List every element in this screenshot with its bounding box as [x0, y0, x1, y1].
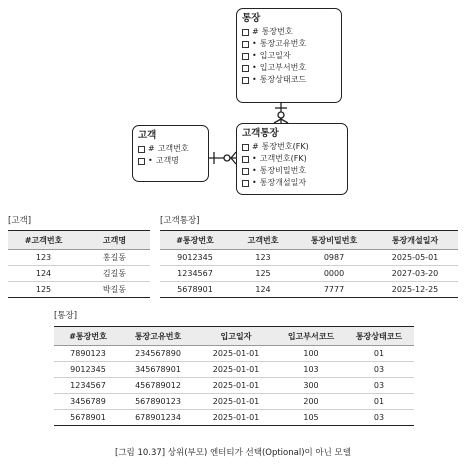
table-cell: 1234567 [160, 266, 230, 282]
table-cell: 124 [8, 266, 79, 282]
table-cell: 2025-05-01 [372, 250, 458, 266]
table-header-row [54, 327, 414, 346]
column-header: 통장비밀번호 [296, 231, 372, 250]
table-cell: 200 [278, 394, 344, 410]
table-cell: 03 [344, 410, 414, 426]
column-header: 통장상태코드 [344, 327, 414, 346]
table-cell: 567890123 [122, 394, 194, 410]
checkbox-icon [138, 158, 145, 165]
table-cell: 125 [230, 266, 296, 282]
table-cell: 9012345 [160, 250, 230, 266]
table-cell: 01 [344, 394, 414, 410]
table-cell: 0987 [296, 250, 372, 266]
entity-name: 통장 [242, 13, 261, 24]
table-row [160, 250, 458, 266]
table-row [54, 362, 414, 378]
entity-customer-account [236, 123, 348, 195]
table-cell: 5678901 [160, 282, 230, 298]
table-cell: 103 [278, 362, 344, 378]
table-cell: 125 [8, 282, 79, 298]
figure-caption: [그림 10.37] 상위(부모) 엔터티가 선택(Optional)이 아닌 모델 [115, 448, 351, 458]
table-cell: 2025-01-01 [194, 410, 278, 426]
table-row [54, 378, 414, 394]
table-row [160, 266, 458, 282]
column-header: 통장고유번호 [122, 327, 194, 346]
relationship-account-customer-account [274, 103, 288, 123]
table-cell: 1234567 [54, 378, 122, 394]
column-header: 고객번호 [230, 231, 296, 250]
table-cell: 01 [344, 346, 414, 362]
relationship-customer-customer-account [209, 152, 236, 164]
attribute: • 입고부서번호 [242, 62, 336, 74]
table-row [8, 266, 150, 282]
account-table [54, 326, 414, 426]
table-cell: 홍길동 [79, 250, 150, 266]
column-header: #통장번호 [54, 327, 122, 346]
attribute: • 통장고유번호 [242, 38, 336, 50]
table-cell: 김길동 [79, 266, 150, 282]
attribute: • 통장비밀번호 [242, 165, 342, 177]
table-row [54, 394, 414, 410]
table-cell: 2027-03-20 [372, 266, 458, 282]
customer-table [8, 230, 150, 298]
checkbox-icon [242, 77, 249, 84]
customer-account-table [160, 230, 458, 298]
table-cell: 2025-12-25 [372, 282, 458, 298]
table-row [8, 282, 150, 298]
table-cell: 7777 [296, 282, 372, 298]
table-row [8, 250, 150, 266]
table-cell: 345678901 [122, 362, 194, 378]
table-cell: 123 [8, 250, 79, 266]
table-cell: 678901234 [122, 410, 194, 426]
table-row [54, 346, 414, 362]
attribute: • 고객번호(FK) [242, 153, 342, 165]
attribute: • 입고일자 [242, 50, 336, 62]
checkbox-icon [242, 168, 249, 175]
table-cell: 박길동 [79, 282, 150, 298]
table-cell: 03 [344, 378, 414, 394]
table-caption-account: [통장] [54, 311, 78, 321]
column-header: 통장개설일자 [372, 231, 458, 250]
table-caption-customer: [고객] [8, 216, 32, 226]
table-cell: 105 [278, 410, 344, 426]
checkbox-icon [242, 53, 249, 60]
table-caption-customer-account: [고객통장] [160, 216, 200, 226]
column-header: #통장번호 [160, 231, 230, 250]
entity-account [236, 8, 342, 103]
table-cell: 2025-01-01 [194, 378, 278, 394]
entity-name: 고객통장 [242, 128, 279, 139]
table-cell: 2025-01-01 [194, 346, 278, 362]
table-cell: 2025-01-01 [194, 362, 278, 378]
table-row [54, 410, 414, 426]
table-header-row [8, 231, 150, 250]
attribute: • 통장상태코드 [242, 74, 336, 86]
table-cell: 456789012 [122, 378, 194, 394]
table-cell: 0000 [296, 266, 372, 282]
table-cell: 100 [278, 346, 344, 362]
column-header: 고객명 [79, 231, 150, 250]
checkbox-icon [242, 65, 249, 72]
table-cell: 300 [278, 378, 344, 394]
column-header: 입고부서코드 [278, 327, 344, 346]
table-header-row [160, 231, 458, 250]
column-header: #고객번호 [8, 231, 79, 250]
table-cell: 124 [230, 282, 296, 298]
checkbox-icon [242, 156, 249, 163]
attribute: • 통장개설일자 [242, 177, 342, 189]
table-cell: 5678901 [54, 410, 122, 426]
table-cell: 234567890 [122, 346, 194, 362]
table-cell: 9012345 [54, 362, 122, 378]
entity-name: 고객 [138, 130, 157, 141]
checkbox-icon [138, 146, 145, 153]
attribute: # 통장번호(FK) [242, 141, 342, 153]
table-row [160, 282, 458, 298]
table-cell: 2025-01-01 [194, 394, 278, 410]
entity-customer [132, 125, 209, 182]
attribute: # 통장번호 [242, 26, 336, 38]
table-cell: 3456789 [54, 394, 122, 410]
checkbox-icon [242, 29, 249, 36]
checkbox-icon [242, 180, 249, 187]
column-header: 입고일자 [194, 327, 278, 346]
attribute: • 고객명 [138, 155, 203, 167]
table-cell: 03 [344, 362, 414, 378]
table-cell: 123 [230, 250, 296, 266]
table-cell: 7890123 [54, 346, 122, 362]
checkbox-icon [242, 144, 249, 151]
attribute: # 고객번호 [138, 143, 203, 155]
checkbox-icon [242, 41, 249, 48]
